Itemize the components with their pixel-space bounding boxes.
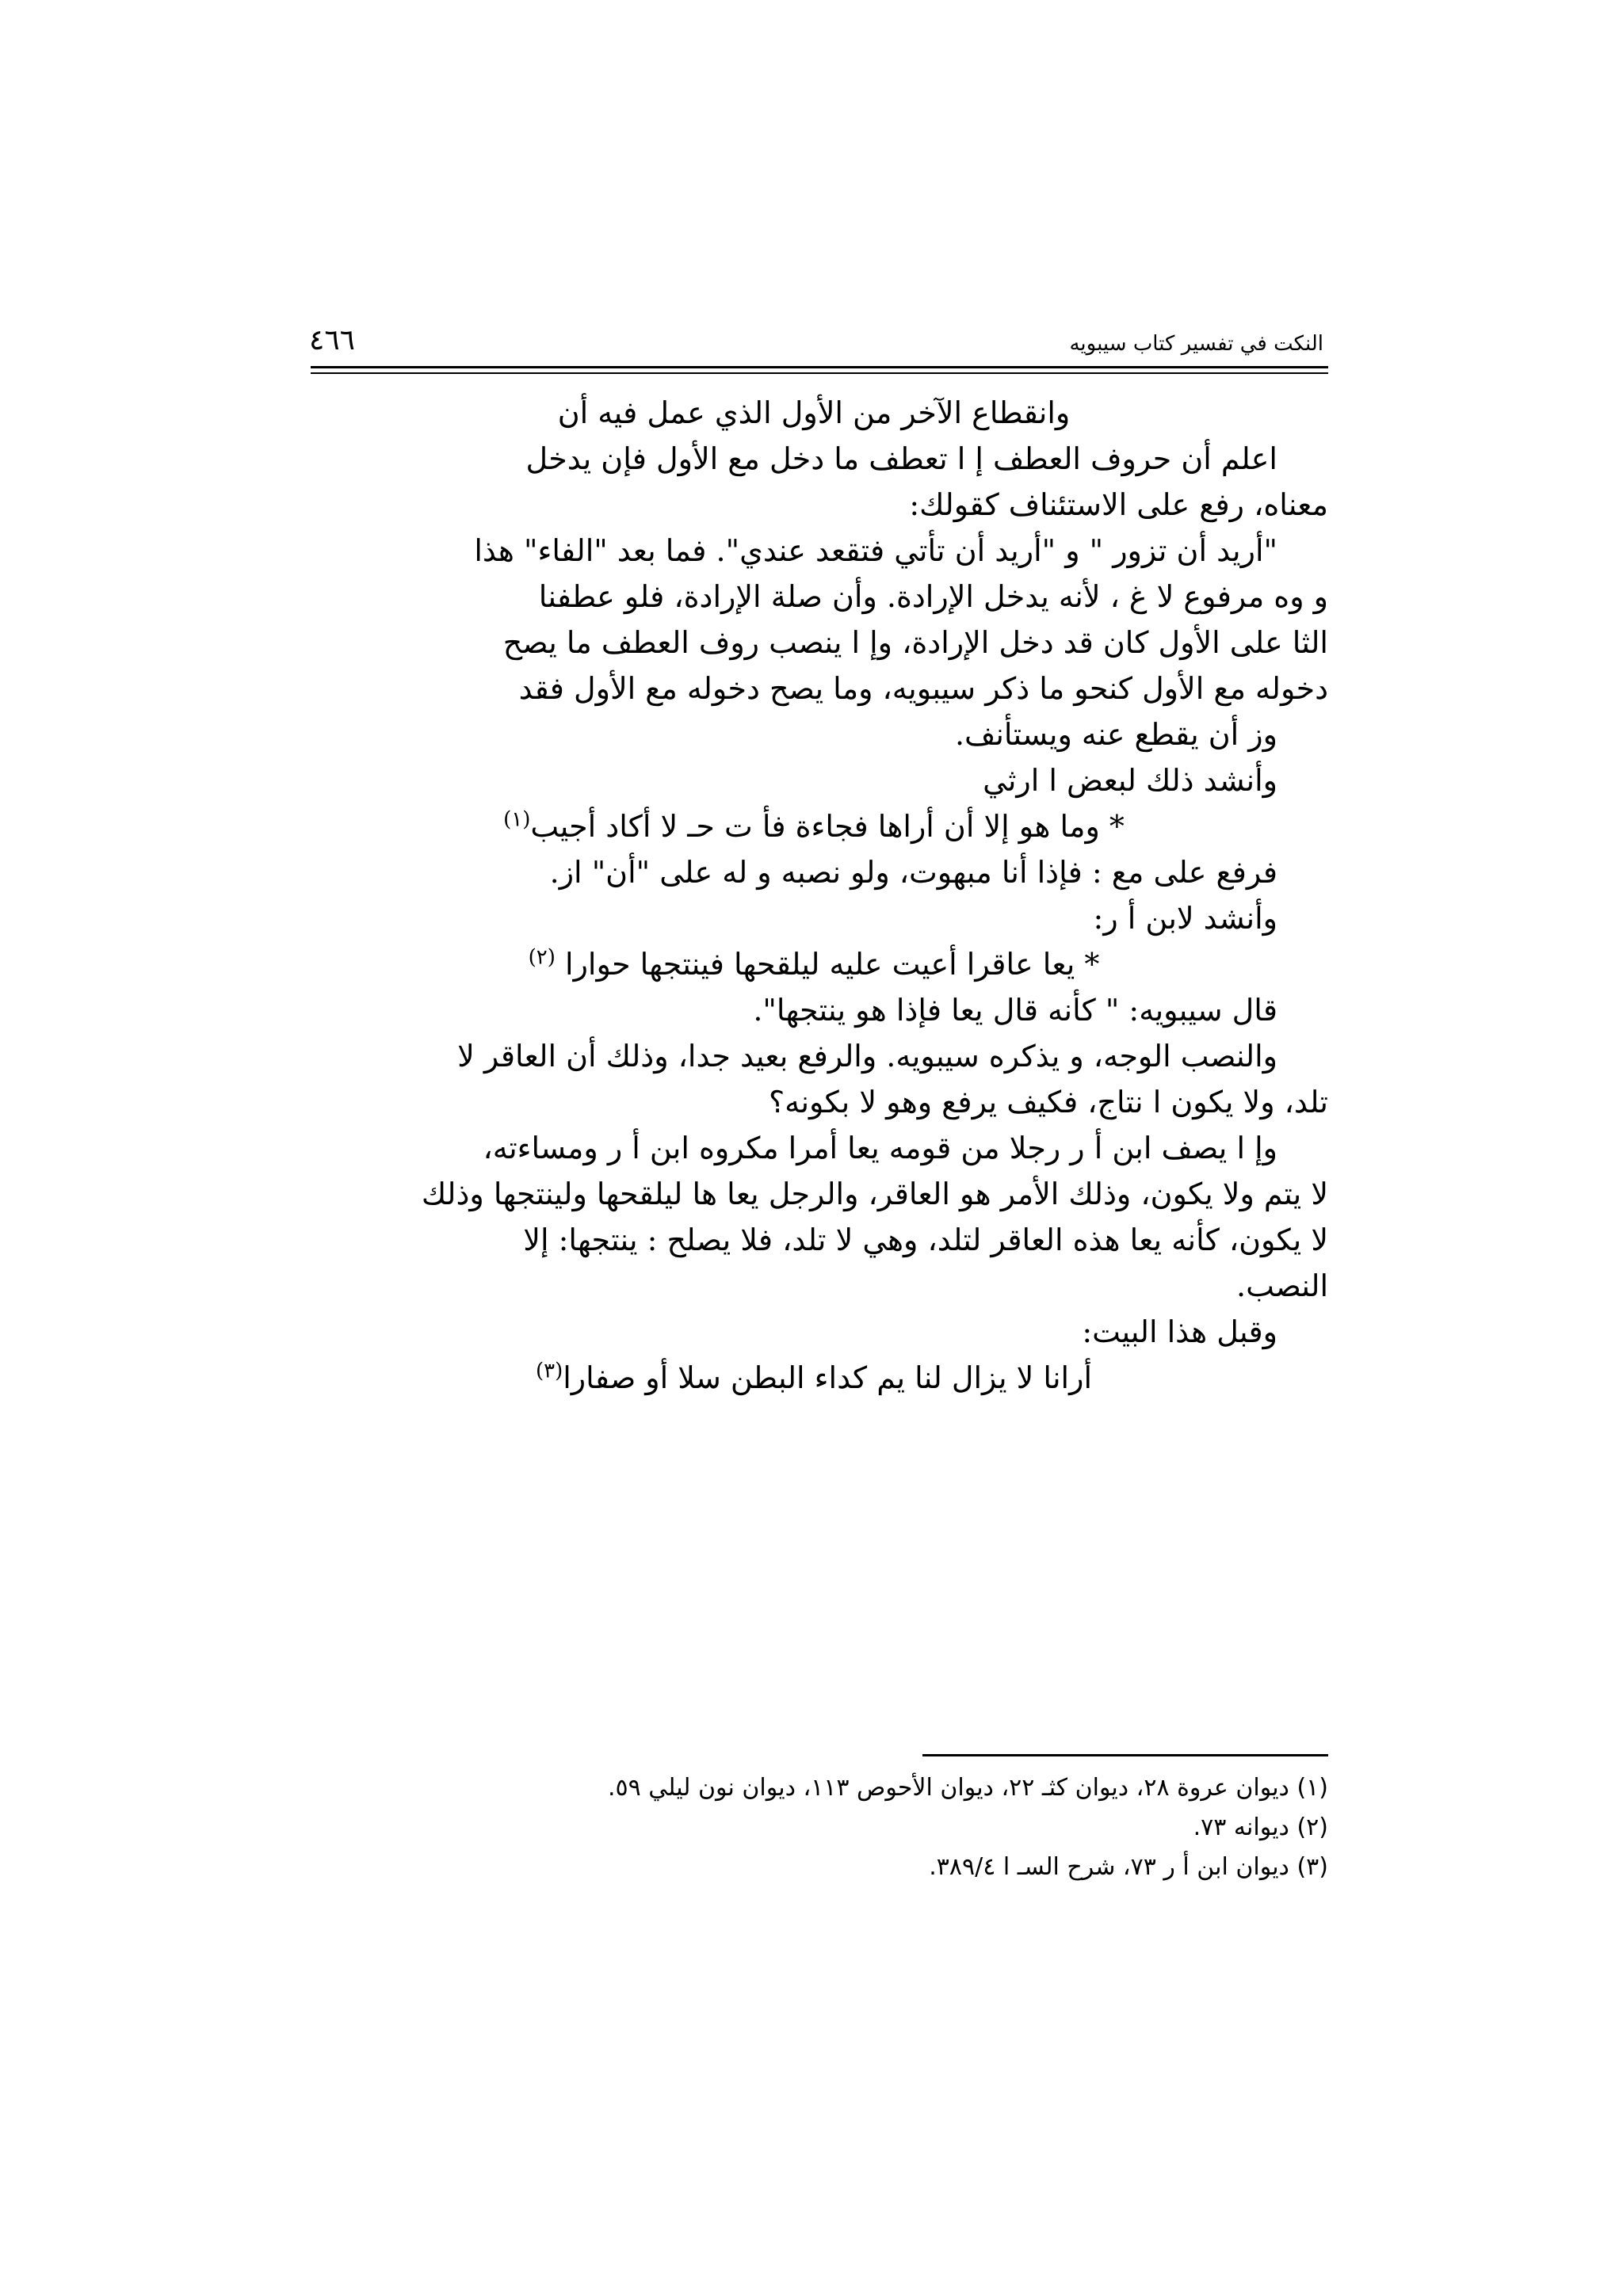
paragraph-line: دخوله مع الأول كنحو ما ذكر سيبويه، وما يصح دخوله مع الأول فقد bbox=[518, 671, 1328, 706]
paragraph-line: وقبل هذا البيت: bbox=[1082, 1314, 1277, 1349]
footnote-marker: (٢) bbox=[528, 945, 556, 970]
paragraph-line: معناه، رفع على الاستئناف كقولك: bbox=[909, 487, 1328, 522]
paragraph-line: الثا على الأول كان قد دخل الإرادة، وإ ا ينصب روف العطف ما يصح bbox=[502, 625, 1328, 660]
verse-line bbox=[300, 803, 1328, 849]
verse-text: أرانا لا يزال لنا يم كداء البطن سلا أو صفارا bbox=[563, 1360, 1093, 1395]
running-header-title: النكت في تفسير كتاب سيبويه bbox=[1069, 332, 1323, 356]
verse-line bbox=[300, 941, 1328, 987]
footnote: (٢) ديوانه ٧٣. bbox=[1193, 1814, 1328, 1841]
paragraph-line: النصب. bbox=[1236, 1268, 1328, 1303]
footnote-separator bbox=[922, 1754, 1328, 1756]
verse-text: * يعا عاقرا أعيت عليه ليلقحها فينتجها حوارا bbox=[565, 947, 1100, 982]
verse-text: * وما هو إلا أن أراها فجاءة فأ ت حـ لا أكاد أجيب bbox=[530, 809, 1125, 844]
paragraph-line: و وه مرفوع لا غ ، لأنه يدخل الإرادة. وأن صلة الإرادة، فلو عطفنا bbox=[538, 579, 1328, 614]
paragraph-line: وز أن يقطع عنه ويستأنف. bbox=[954, 717, 1277, 752]
main-text bbox=[300, 390, 1328, 1401]
paragraph-line: قال سيبويه: " كأنه قال يعا فإذا هو ينتجها". bbox=[753, 993, 1277, 1028]
paragraph-line: وأنشد لابن أ ر: bbox=[1093, 901, 1277, 936]
section-heading: وانقطاع الآخر من الأول الذي عمل فيه أن bbox=[557, 395, 1071, 430]
paragraph-line: اعلم أن حروف العطف إ ا تعطف ما دخل مع الأول فإن يدخل bbox=[525, 441, 1277, 476]
paragraph-line: "أريد أن تزور " و "أريد أن تأتي فتقعد عندي". فما بعد "الفاء" هذا bbox=[474, 533, 1277, 568]
verse-line bbox=[300, 1355, 1328, 1401]
header-rule-thin bbox=[311, 372, 1328, 374]
paragraph-line: فرفع على مع : فإذا أنا مبهوت، ولو نصبه و له على "أن" از. bbox=[549, 855, 1277, 890]
paragraph-line: تلد، ولا يكون ا نتاج، فكيف يرفع وهو لا بكونه؟ bbox=[768, 1085, 1328, 1119]
footnote: (٣) ديوان ابن أ ر ٧٣، شرح السـ ا ٣٨٩/٤. bbox=[929, 1853, 1328, 1881]
paragraph-line: لا يتم ولا يكون، وذلك الأمر هو العاقر، والرجل يعا ها ليلقحها ولينتجها وذلك bbox=[421, 1177, 1328, 1211]
footnote-marker: (٣) bbox=[535, 1359, 563, 1383]
header-rule-thick bbox=[311, 366, 1328, 368]
paragraph-line: وإ ا يصف ابن أ ر رجلا من قومه يعا أمرا مكروه ابن أ ر ومساءته، bbox=[483, 1131, 1277, 1165]
paragraph-line: لا يكون، كأنه يعا هذه العاقر لتلد، وهي لا تلد، فلا يصلح : ينتجها: إلا bbox=[523, 1222, 1328, 1257]
footnote-marker: (١) bbox=[503, 807, 531, 832]
footnote: (١) ديوان عروة ٢٨، ديوان كثـ ٢٢، ديوان الأحوص ١١٣، ديوان نون ليلي ٥٩. bbox=[607, 1774, 1328, 1802]
footnotes bbox=[300, 1768, 1328, 1887]
paragraph-line: والنصب الوجه، و يذكره سيبويه. والرفع بعيد جدا، وذلك أن العاقر لا bbox=[457, 1039, 1277, 1074]
paragraph-line: وأنشد ذلك لبعض ا ارثي bbox=[983, 763, 1277, 798]
page-number: ٤٦٦ bbox=[309, 324, 356, 357]
